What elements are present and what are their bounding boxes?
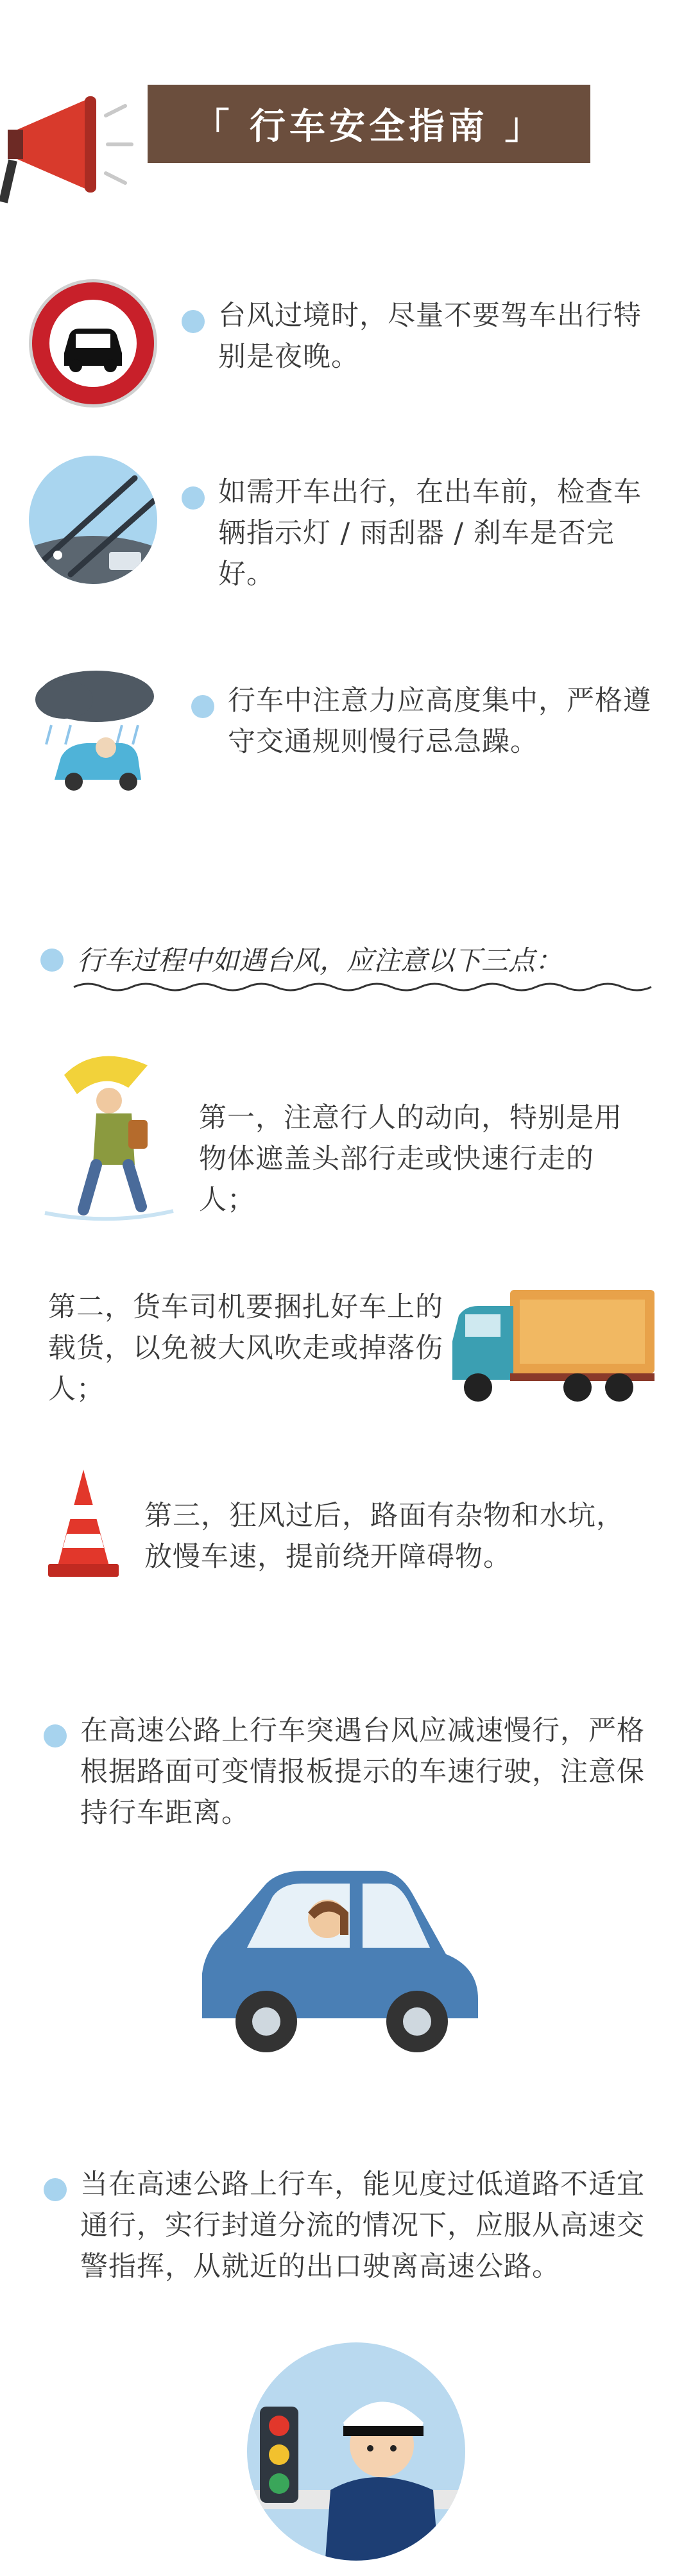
megaphone-icon: [0, 71, 135, 205]
point-text-1: 第一，注意行人的动向，特别是用物体遮盖头部行走或快速行走的人；: [199, 1102, 622, 1216]
point-text-2: 第二，货车司机要捆扎好车上的载货，以免被大风吹走或掉落伤人；: [48, 1291, 443, 1405]
item-text-3: 行车中注意力应高度集中，严格遵守交通规则慢行忌急躁。: [228, 685, 651, 758]
bullet-dot: [182, 310, 205, 333]
windshield-wiper-icon: [26, 452, 160, 587]
bullet-dot: [44, 2178, 67, 2201]
section-subtitle: 行车过程中如遇台风，应注意以下三点：: [77, 945, 563, 976]
highway-text-2: 当在高速公路上行车，能见度过低道路不适宜通行，实行封道分流的情况下，应服从高速交警指挥，从就近的出口驶离高速公路。: [80, 2168, 645, 2283]
blue-car-icon: [196, 1864, 484, 2070]
bullet-dot: [182, 486, 205, 510]
cargo-truck-icon: [449, 1277, 661, 1412]
bullet-dot: [40, 949, 64, 972]
pedestrian-wind-icon: [38, 1043, 180, 1229]
traffic-police-icon: [247, 2336, 465, 2576]
wavy-underline: [74, 981, 654, 993]
item-text-1: 台风过境时，尽量不要驾车出行特别是夜晚。: [218, 300, 642, 373]
point-text-3: 第三，狂风过后，路面有杂物和水坑，放慢车速，提前绕开障碍物。: [144, 1500, 624, 1573]
item-text-2: 如需开车出行，在出车前，检查车辆指示灯 / 雨刮器 / 刹车是否完好。: [218, 476, 642, 590]
bullet-dot: [44, 1724, 67, 1747]
rain-car-icon: [26, 661, 160, 796]
page-title: 「 行车安全指南 」: [148, 85, 590, 163]
bullet-dot: [191, 695, 214, 718]
no-cars-sign-icon: [26, 276, 160, 411]
highway-text-1: 在高速公路上行车突遇台风应减速慢行，严格根据路面可变情报板提示的车速行驶，注意保持行车距离。: [80, 1715, 645, 1829]
traffic-cone-icon: [48, 1466, 119, 1582]
